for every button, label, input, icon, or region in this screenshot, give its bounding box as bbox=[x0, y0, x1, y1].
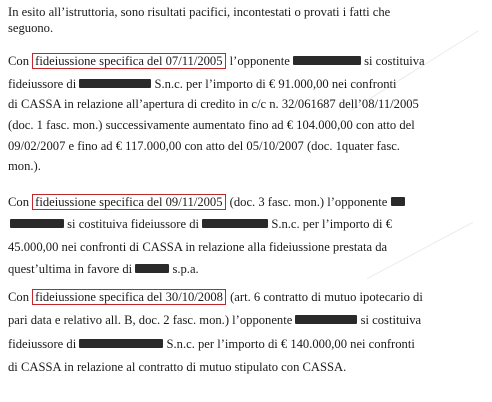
paragraph-line: di CASSA in relazione all’apertura di credito in c/c n. 32/061687 dell’08/11/2005 bbox=[8, 97, 419, 111]
paragraph-line: di CASSA in relazione al contratto di mutuo stipulato con CASSA. bbox=[8, 360, 347, 374]
paragraph-line: 45.000,00 nei confronti di CASSA in relazione alla fideiussione prestata da bbox=[8, 240, 388, 254]
paragraph-line bbox=[8, 53, 425, 69]
redaction-bar bbox=[293, 56, 361, 65]
line-text: si costituiva fideiussore di bbox=[64, 217, 203, 231]
line-text: fideiussore di bbox=[8, 337, 80, 351]
highlight-box: fideiussione specifica del 07/11/2005 bbox=[32, 53, 225, 69]
line-text: s.p.a. bbox=[169, 262, 199, 276]
line-text: si costituiva bbox=[360, 54, 425, 68]
redaction-bar bbox=[10, 219, 64, 228]
paragraph-line bbox=[8, 76, 397, 92]
line-text: Con bbox=[8, 195, 33, 209]
line-text: quest’ultima in favore di bbox=[8, 262, 136, 276]
redaction-bar bbox=[135, 264, 169, 273]
paragraph-line: (doc. 1 fasc. mon.) successivamente aumentato fino ad € 104.000,00 con atto del bbox=[8, 118, 415, 132]
paragraph-line bbox=[8, 216, 392, 232]
line-text: l’opponente bbox=[226, 54, 293, 68]
paragraph-line bbox=[8, 312, 421, 328]
line-text: Con bbox=[8, 290, 33, 304]
line-text: (art. 6 contratto di mutuo ipotecario di bbox=[226, 290, 423, 304]
line-text: pari data e relativo all. B, doc. 2 fasc. mon.) l’opponente bbox=[8, 313, 296, 327]
paragraph-line: In esito all’istruttoria, sono risultati pacifici, incontestati o provati i fatti che bbox=[8, 5, 391, 19]
highlight-box: fideiussione specifica del 30/10/2008 bbox=[32, 289, 226, 305]
line-text: (doc. 3 fasc. mon.) l’opponente bbox=[226, 195, 391, 209]
line-text: si costituiva bbox=[357, 313, 422, 327]
line-text: fideiussore di bbox=[8, 77, 80, 91]
redaction-bar bbox=[295, 315, 357, 324]
redaction-bar bbox=[391, 197, 405, 206]
paragraph-line bbox=[8, 261, 199, 277]
redaction-bar bbox=[202, 219, 268, 228]
paragraph-line: seguono. bbox=[8, 21, 54, 35]
paragraph-line: 09/02/2007 e fino ad € 117.000,00 con atto del 05/10/2007 (doc. 1quater fasc. bbox=[8, 139, 400, 153]
paragraph-line bbox=[8, 336, 415, 352]
highlight-box: fideiussione specifica del 09/11/2005 bbox=[32, 194, 225, 210]
paragraph-line bbox=[8, 289, 423, 305]
paragraph-line: mon.). bbox=[8, 159, 41, 173]
line-text: S.n.c. per l’importo di € 91.000,00 nei confronti bbox=[151, 77, 397, 91]
line-text: Con bbox=[8, 54, 33, 68]
line-text: S.n.c. per l’importo di € 140.000,00 nei confronti bbox=[163, 337, 415, 351]
line-text: S.n.c. per l’importo di € bbox=[268, 217, 392, 231]
redaction-bar bbox=[79, 339, 163, 348]
redaction-bar bbox=[79, 79, 151, 88]
paragraph-line bbox=[8, 194, 405, 210]
